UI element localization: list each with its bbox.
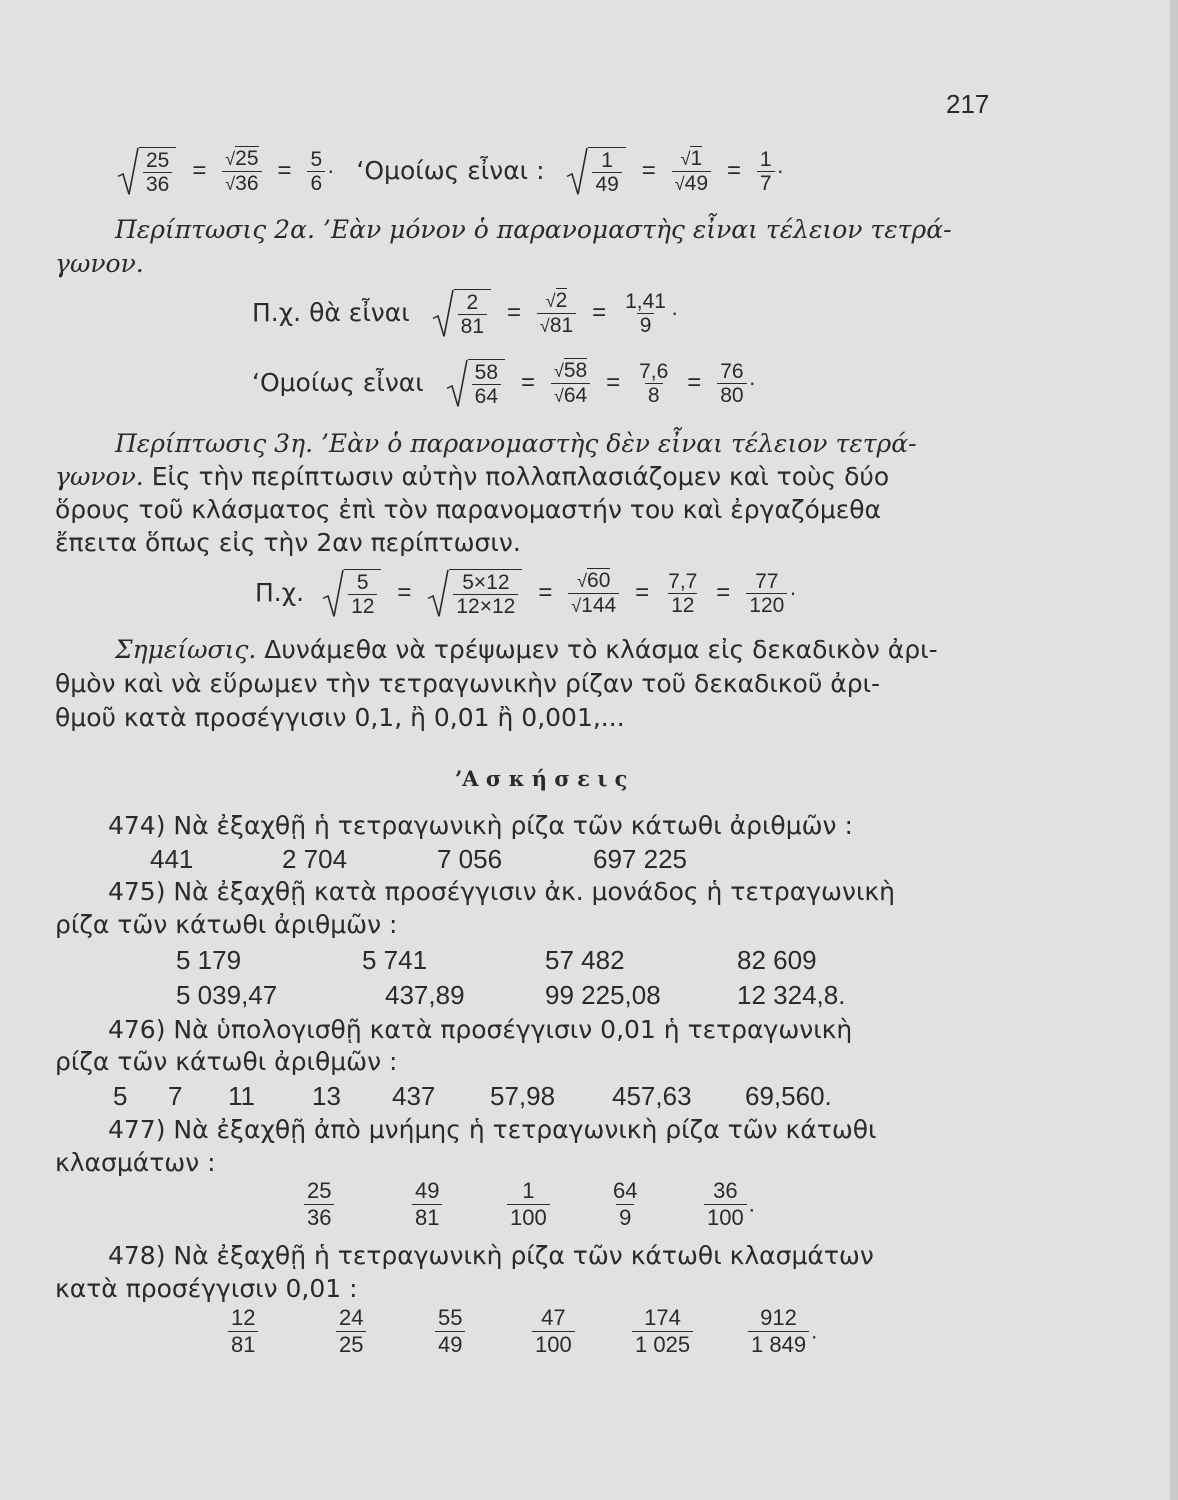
ex475-value: 99 225,08 xyxy=(545,980,661,1010)
radical: $\frac{5\times 12}{12\times 12}$ xyxy=(427,569,522,618)
ex478-fraction: $\frac{55}{49}$ xyxy=(433,1305,467,1358)
ex476-value: 437 xyxy=(392,1081,436,1111)
ex476-value: 57,98 xyxy=(490,1081,556,1111)
ex474-value: 441 xyxy=(150,844,194,874)
exercise-476-continuation: ρίζα τῶν κάτωθι ἀριθμῶν : xyxy=(55,1047,398,1076)
exercises-heading: ’Α σ κ ή σ ε ι ς xyxy=(455,766,628,791)
exercise-477-continuation: κλασμάτων : xyxy=(55,1148,216,1177)
ex476-value: 13 xyxy=(312,1081,341,1111)
case-3-heading: Περίπτωσις 3η. ’Εὰν ὁ παρανομαστὴς δὲν εἶναι τέλειον τετρά- xyxy=(115,429,917,458)
ex478-fraction: $\frac{12}{81}$ xyxy=(226,1305,260,1358)
ex477-fraction: $\frac{25}{36}$ xyxy=(302,1178,336,1231)
ex475-value: 82 609 xyxy=(737,945,817,975)
case-2a-continuation: γωνον. xyxy=(55,249,144,278)
ex477-fraction: $\frac{49}{81}$ xyxy=(410,1178,444,1231)
case-3-line-4: ἔπειτα ὅπως εἰς τὴν 2αν περίπτωσιν. xyxy=(55,528,521,557)
ex478-fraction: $\frac{174}{1 025}$ xyxy=(630,1305,695,1358)
note-line-2: θμὸν καὶ νὰ εὕρωμεν τὴν τετραγωνικὴν ρίζαν τοῦ δεκαδικοῦ ἀρι- xyxy=(55,669,881,698)
equation-1: $\frac{25}{36}$ = $\frac{√25}{√36}$ = $\frac{5}{6}$ · ‘Ομοίως εἶναι : $\frac{1}{49}$ = $\frac{√1}{√49}$ = $\frac{1}{7}$ · xyxy=(115,140,784,201)
ex474-value: 7 056 xyxy=(437,844,503,874)
case-2a-heading: Περίπτωσις 2α. ’Εὰν μόνον ὁ παρανομαστὴς εἶναι τέλειον τετρά- xyxy=(115,215,952,244)
ex476-value: 11 xyxy=(228,1081,255,1111)
note-line-3: θμοῦ κατὰ προσέγγισιν 0,1, ἢ 0,01 ἢ 0,001,... xyxy=(55,703,625,732)
exercise-475: 475) Νὰ ἐξαχθῇ κατὰ προσέγγισιν ἀκ. μονάδος ἡ τετραγωνικὴ xyxy=(108,877,895,906)
exercise-478: 478) Νὰ ἐξαχθῇ ἡ τετραγωνικὴ ρίζα τῶν κάτωθι κλασμάτων xyxy=(108,1241,874,1270)
ex475-value: 5 039,47 xyxy=(176,980,278,1010)
exercise-477: 477) Νὰ ἐξαχθῇ ἀπὸ μνήμης ἡ τετραγωνικὴ ρίζα τῶν κάτωθι xyxy=(108,1115,877,1144)
radical: $\frac{58}{64}$ xyxy=(446,359,505,408)
exercise-475-continuation: ρίζα τῶν κάτωθι ἀριθμῶν : xyxy=(55,910,398,939)
radical: $\frac{5}{12}$ xyxy=(322,569,381,618)
ex475-value: 5 741 xyxy=(362,945,428,975)
ex478-fraction: $\frac{24}{25}$ xyxy=(334,1305,368,1358)
radical: $\frac{1}{49}$ xyxy=(566,147,625,196)
exercise-478-continuation: κατὰ προσέγγισιν 0,01 : xyxy=(55,1274,358,1303)
exercise-474: 474) Νὰ ἐξαχθῇ ἡ τετραγωνικὴ ρίζα τῶν κάτωθι ἀριθμῶν : xyxy=(108,811,853,840)
ex476-value: 7 xyxy=(168,1081,183,1111)
ex477-fraction: $\frac{36}{100}$ . xyxy=(702,1178,755,1231)
case-3-line-2: γωνον. Εἰς τὴν περίπτωσιν αὐτὴν πολλαπλασιάζομεν καὶ τοὺς δύο xyxy=(55,462,890,491)
ex478-fraction: $\frac{47}{100}$ xyxy=(530,1305,577,1358)
ex478-fraction: $\frac{912}{1 849}$ . xyxy=(746,1305,817,1358)
note-line-1: Σημείωσις. Δυνάμεθα νὰ τρέψωμεν τὸ κλάσμα εἰς δεκαδικὸν ἀρι- xyxy=(115,635,938,664)
equation-4: Π.χ. $\frac{5}{12}$ = $\frac{5\times 12}{12\times 12}$ = $\frac{√60}{√144}$ = $\frac{7,7}{12}$ = $\frac{77}{120}$ · xyxy=(255,568,797,618)
ex475-value: 57 482 xyxy=(545,945,625,975)
ex477-fraction: $\frac{64}{9}$ xyxy=(613,1178,638,1230)
page-number: 217 xyxy=(946,89,990,119)
ex474-value: 2 704 xyxy=(282,844,348,874)
radical: $\frac{25}{36}$ xyxy=(117,147,176,196)
ex476-value: 69,560. xyxy=(745,1081,832,1111)
ex475-value: 437,89 xyxy=(385,980,465,1010)
case-3-line-3: ὅρους τοῦ κλάσματος ἐπὶ τὸν παρανομαστήν του καὶ ἐργαζόμεθα xyxy=(55,495,882,524)
radical: $\frac{2}{81}$ xyxy=(432,289,491,338)
eq1-text: ‘Ομοίως εἶναι : xyxy=(356,156,545,185)
ex477-fraction: $\frac{1}{100}$ xyxy=(505,1178,552,1231)
ex475-value: 5 179 xyxy=(176,945,242,975)
page-edge xyxy=(1170,0,1178,1500)
ex474-value: 697 225 xyxy=(593,844,687,874)
exercise-476: 476) Νὰ ὑπολογισθῇ κατὰ προσέγγισιν 0,01 ἡ τετραγωνικὴ xyxy=(108,1015,853,1044)
ex475-value: 12 324,8. xyxy=(737,980,846,1010)
equation-2: Π.χ. θὰ εἶναι $\frac{2}{81}$ = $\frac{√2}{√81}$ = $\frac{1,41}{9}$ · xyxy=(252,288,679,338)
ex476-value: 457,63 xyxy=(612,1081,692,1111)
equation-3: ‘Ομοίως εἶναι $\frac{58}{64}$ = $\frac{√58}{√64}$ = $\frac{7,6}{8}$ = $\frac{76}{80}$ · xyxy=(252,358,756,408)
ex476-value: 5 xyxy=(113,1081,128,1111)
